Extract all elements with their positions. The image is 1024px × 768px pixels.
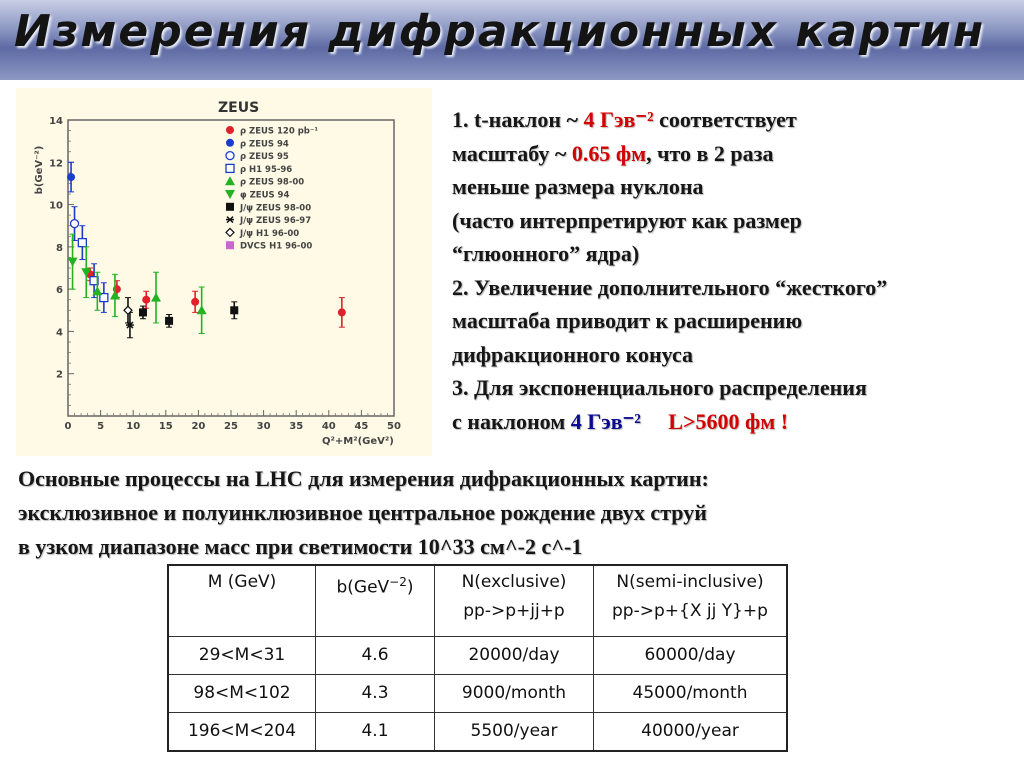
notes-line [452,237,1018,271]
legend-label: J/ψ H1 96-00 [240,228,300,239]
title-bar [0,0,1024,80]
legend-marker [226,139,234,147]
notes-fragment: с наклоном [452,408,571,434]
y-tick-label: 12 [49,158,63,170]
data-point [191,298,199,306]
zeus-chart [16,88,432,456]
legend-label: ρ H1 95-96 [240,164,293,175]
y-axis-label: b(GeV⁻²) [34,145,45,195]
x-tick-label: 10 [126,421,141,432]
data-point [151,293,161,302]
table-row [168,637,787,675]
x-tick-label: 30 [256,421,271,432]
notes-line [452,103,1018,137]
notes-fragment: соответствует [653,107,797,132]
header-text: b(GeV$^{-2}$) [336,575,414,598]
legend-label: ρ ZEUS 98-00 [240,177,305,188]
notes-fragment: L>5600 фм ! [668,408,789,434]
notes-fragment: 2. Увеличение дополнительного “жесткого” [452,274,888,300]
table-cell: 60000/day [594,637,788,675]
header-cell-semi-inclusive [594,565,788,637]
notes-fragment: масштаба приводит к расширению [452,308,803,333]
data-point [71,220,79,228]
notes-fragment: масштабу ~ [452,140,572,166]
legend-marker [226,164,234,172]
summary-text [18,462,1018,564]
legend-label: J/ψ ZEUS 96-97 [240,216,312,227]
table-cell: 5500/year [435,713,594,752]
data-point [142,296,150,304]
table-cell: 196<M<204 [168,713,316,752]
data-point [139,308,147,316]
summary-line: Основные процессы на LHC для измерения дифракционных картин: [18,466,709,491]
data-point [197,305,207,314]
notes-fragment: дифракционного конуса [452,341,694,367]
y-tick-label: 8 [56,242,63,254]
table-cell: 4.1 [316,713,435,752]
data-point [113,285,121,293]
x-tick-label: 15 [158,421,173,432]
zeus-chart-svg [16,88,432,456]
legend-marker [226,152,234,160]
summary-line: эксклюзивное и полуинклюзивное центральное рождение двух струй [18,500,707,525]
notes-fragment: 1. t-наклон ~ [452,107,584,132]
legend-label: DVCS H1 96-00 [240,241,313,252]
table-cell: 29<M<31 [168,637,316,675]
slide-title: Измерения дифракционных картин [14,6,986,57]
notes-fragment: 3. Для экспоненциального распределения [452,375,867,400]
table-cell: 45000/month [594,675,788,713]
header-text: N(exclusive) [461,572,567,592]
header-cell-exclusive [435,565,594,637]
notes-line [452,204,1018,238]
table-cell: 4.3 [316,675,435,713]
y-tick-label: 10 [49,200,63,212]
notes-fragment: меньше размера нуклона [452,174,704,199]
notes-fragment: “глюонного” ядра) [452,241,640,266]
table-cell: 4.6 [316,637,435,675]
notes-fragment: 4 Гэв⁻² [583,107,654,132]
table-cell: 9000/month [435,675,594,713]
header-cell-b [316,565,435,637]
table-cell: 20000/day [435,637,594,675]
legend-marker [226,126,234,134]
header-subtext: pp->p+{X jj Y}+p [612,601,768,621]
legend-label: ρ ZEUS 95 [240,152,289,163]
header-cell-mass [168,565,316,637]
data-point [124,306,132,314]
x-tick-label: 0 [64,421,72,432]
x-tick-label: 20 [191,421,206,432]
legend-marker [226,203,234,211]
notes-line [452,405,1018,439]
notes-fragment: 0.65 фм [571,140,647,166]
notes-line [452,271,1018,305]
legend-marker [225,176,235,185]
data-point [67,173,75,181]
x-tick-label: 40 [321,421,336,432]
header-text: N(semi-inclusive) [616,572,764,592]
table-row [168,675,787,713]
notes-fragment: (часто интерпретируют как размер [452,207,802,233]
summary-line: в узком диапазоне масс при светимости 10^33 см^-2 с^-1 [18,534,583,559]
y-tick-label: 14 [49,116,63,127]
notes-line [452,371,1018,405]
legend-label: J/ψ ZEUS 98-00 [240,203,312,214]
y-tick-label: 6 [56,285,63,297]
y-tick-label: 4 [56,327,63,339]
x-tick-label: 5 [97,421,105,432]
legend-label: ρ ZEUS 120 pb⁻¹ [240,126,319,137]
legend-marker [226,241,234,249]
legend-marker [226,228,234,236]
notes-line [452,304,1018,338]
table-cell: 98<M<102 [168,675,316,713]
notes-line [452,170,1018,204]
legend-label: φ ZEUS 94 [240,190,290,201]
x-tick-label: 25 [224,421,238,432]
notes-fragment: , что в 2 раза [646,140,774,166]
table-header-row [168,565,787,637]
header-subtext: pp->p+jj+p [463,601,565,621]
data-point [68,258,78,267]
process-table [167,564,788,752]
notes-line [452,338,1018,372]
data-point [338,308,346,316]
notes-fragment: 4 Гэв⁻² [570,408,641,434]
table-cell: 40000/year [594,713,788,752]
y-tick-label: 2 [56,369,63,381]
notes-text [452,103,1018,438]
x-tick-label: 45 [354,421,369,432]
data-point [165,317,173,325]
header-text: M (GeV) [207,572,277,592]
table-row [168,713,787,752]
notes-fragment [641,409,669,434]
legend-label: ρ ZEUS 94 [240,139,289,150]
notes-line [452,137,1018,171]
x-axis-label: Q²+M²(GeV²) [322,436,394,447]
data-point [230,306,238,314]
chart-title: ZEUS [218,100,260,116]
x-tick-label: 35 [289,421,304,432]
x-tick-label: 50 [387,421,401,432]
data-point [78,239,86,247]
legend-marker [225,190,235,199]
